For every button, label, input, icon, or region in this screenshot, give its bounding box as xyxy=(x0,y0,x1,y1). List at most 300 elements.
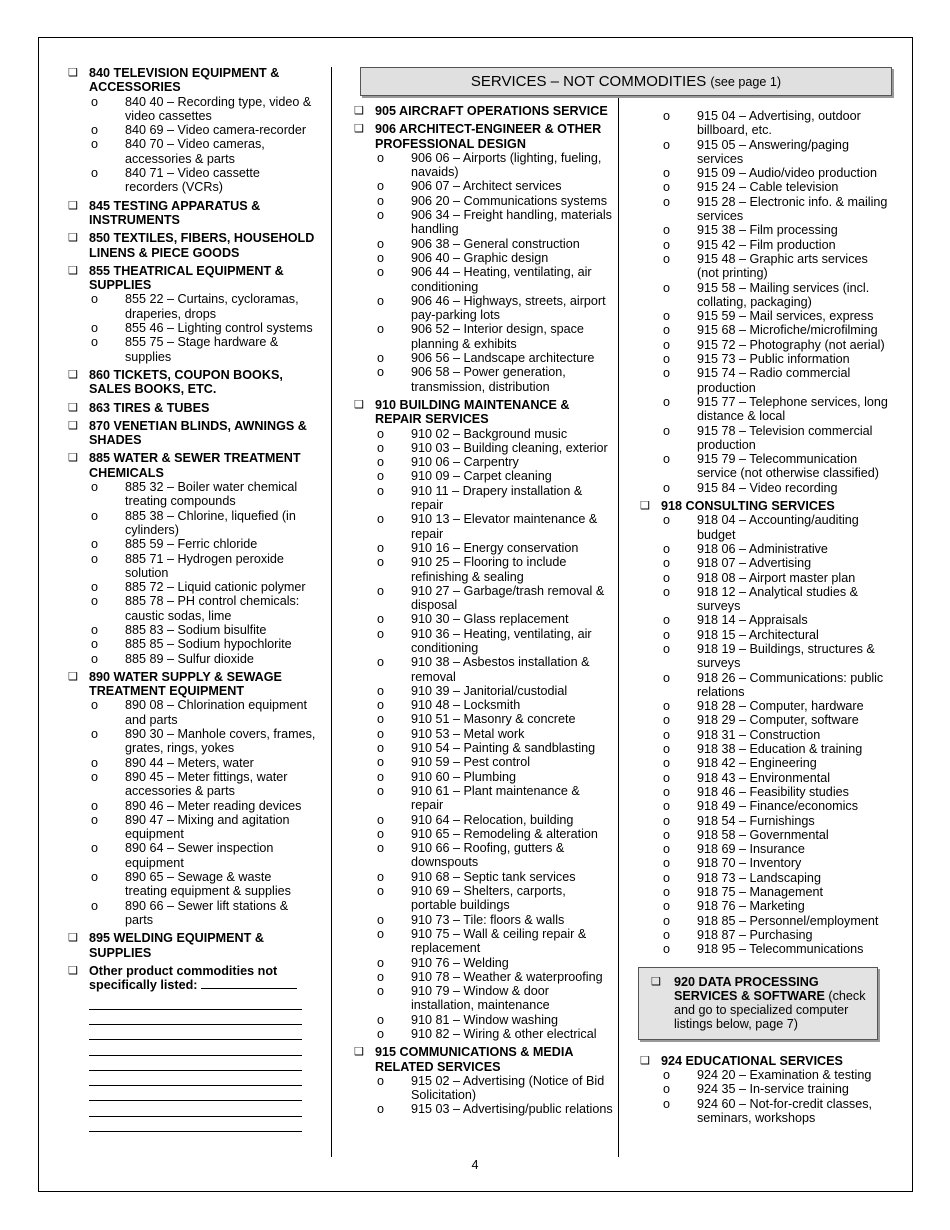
subitem-text: 910 82 – Wiring & other electrical xyxy=(411,1027,597,1041)
subitem xyxy=(661,628,888,642)
bullet-icon: o xyxy=(663,280,671,295)
bullet-icon: o xyxy=(663,742,671,757)
subitem xyxy=(375,469,614,483)
subitem xyxy=(375,441,614,455)
subitem-text: 910 48 – Locksmith xyxy=(411,698,521,713)
subitem-text: 885 38 – Chlorine, liquefied (in cylinders) xyxy=(125,508,296,537)
subitem xyxy=(375,655,614,684)
bullet-icon: o xyxy=(663,641,671,656)
subitem xyxy=(661,814,888,828)
checkbox-icon[interactable]: ❑ xyxy=(68,452,78,465)
group-title: 840 TELEVISION EQUIPMENT & ACCESSORIES xyxy=(89,66,280,95)
bullet-icon: o xyxy=(91,622,99,637)
subitem-text: 915 05 – Answering/paging services xyxy=(697,137,849,166)
checkbox-icon[interactable]: ❑ xyxy=(68,401,78,414)
subitem-text: 855 75 – Stage hardware & supplies xyxy=(125,335,279,364)
write-in-line[interactable] xyxy=(89,1086,302,1101)
bullet-icon: o xyxy=(91,321,99,336)
write-in-line[interactable] xyxy=(89,1117,302,1132)
column-divider-right xyxy=(618,95,619,1157)
subitem-list xyxy=(89,95,316,195)
bullet-icon: o xyxy=(91,551,99,566)
checkbox-icon[interactable]: ❑ xyxy=(68,670,78,683)
subitem xyxy=(661,180,888,194)
subitem-text: 918 26 – Communications: public relations xyxy=(697,670,884,699)
bullet-icon: o xyxy=(91,841,99,856)
subitem xyxy=(661,138,888,167)
bullet-icon: o xyxy=(663,1096,671,1111)
bullet-icon: o xyxy=(377,179,385,194)
subitem-text: 918 08 – Airport master plan xyxy=(697,570,856,585)
subitem xyxy=(375,1102,614,1116)
subitem xyxy=(661,899,888,913)
bullet-icon: o xyxy=(377,365,385,380)
subitem-text: 915 24 – Cable television xyxy=(697,180,839,195)
group-title: 918 CONSULTING SERVICES xyxy=(661,499,835,514)
group-title: 906 ARCHITECT-ENGINEER & OTHER PROFESSIONAL DESIGN xyxy=(375,122,602,151)
subitem xyxy=(661,542,888,556)
subitem-text: 918 42 – Engineering xyxy=(697,756,817,771)
group-title: 845 TESTING APPARATUS & INSTRUMENTS xyxy=(89,198,261,227)
bullet-icon: o xyxy=(663,870,671,885)
subitem-text: 915 02 – Advertising (Notice of Bid Solicitation) xyxy=(411,1073,605,1103)
subitem-text: 890 65 – Sewage & waste treating equipment & supplies xyxy=(125,870,291,899)
write-in-line[interactable] xyxy=(89,1101,302,1116)
bullet-icon: o xyxy=(91,94,99,109)
subitem-text: 910 59 – Pest control xyxy=(411,755,531,770)
subitem-text: 885 89 – Sulfur dioxide xyxy=(125,651,254,666)
subitem-text: 890 45 – Meter fittings, water accessories & parts xyxy=(125,769,288,799)
subitem xyxy=(375,770,614,784)
bullet-icon: o xyxy=(377,208,385,223)
bullet-icon: o xyxy=(377,250,385,265)
subitem xyxy=(375,365,614,394)
subitem-text: 924 20 – Examination & testing xyxy=(697,1068,872,1082)
bullet-icon: o xyxy=(663,480,671,495)
subitem xyxy=(661,338,888,352)
bullet-icon: o xyxy=(377,869,385,884)
subitem xyxy=(661,395,888,424)
subitem xyxy=(661,613,888,627)
subitem-text: 918 95 – Telecommunications xyxy=(697,942,864,957)
bullet-icon: o xyxy=(377,755,385,770)
subitem xyxy=(661,928,888,942)
subitem xyxy=(661,109,888,138)
bullet-icon: o xyxy=(663,613,671,628)
subitem-text: 910 39 – Janitorial/custodial xyxy=(411,683,568,698)
subitem xyxy=(375,194,614,208)
bullet-icon: o xyxy=(377,698,385,713)
subitem-text: 910 76 – Welding xyxy=(411,955,509,970)
subitem xyxy=(375,741,614,755)
bullet-icon: o xyxy=(377,683,385,698)
subitem-text: 915 04 – Advertising, outdoor billboard, etc. xyxy=(697,109,861,138)
services-header xyxy=(360,67,892,96)
bullet-icon: o xyxy=(377,555,385,570)
subitem xyxy=(375,612,614,626)
bullet-icon: o xyxy=(91,537,99,552)
bullet-icon: o xyxy=(377,812,385,827)
subitem-text: 885 78 – PH control chemicals: caustic sodas, lime xyxy=(125,594,300,623)
checkbox-icon[interactable]: ❑ xyxy=(651,975,661,988)
bullet-icon: o xyxy=(663,756,671,771)
bullet-icon: o xyxy=(91,812,99,827)
bullet-icon: o xyxy=(377,726,385,741)
subitem-text: 915 28 – Electronic info. & mailing services xyxy=(697,194,888,224)
bullet-icon: o xyxy=(663,885,671,900)
subitem-text: 918 75 – Management xyxy=(697,885,824,900)
subitem-text: 906 52 – Interior design, space planning & exhibits xyxy=(411,322,584,351)
subitem xyxy=(375,237,614,251)
bullet-icon: o xyxy=(377,955,385,970)
bullet-icon: o xyxy=(663,251,671,266)
subitem xyxy=(89,166,316,195)
data-processing-title: 920 DATA PROCESSING SERVICES & SOFTWARE xyxy=(674,974,825,1003)
subitem-text: 918 87 – Purchasing xyxy=(697,927,813,942)
subitem xyxy=(661,828,888,842)
subitem-text: 915 03 – Advertising/public relations xyxy=(411,1102,613,1117)
subitem xyxy=(89,594,316,623)
write-in-line[interactable] xyxy=(89,1025,302,1040)
subitem-text: 910 75 – Wall & ceiling repair & replacement xyxy=(411,926,587,956)
subitem-text: 890 08 – Chlorination equipment and parts xyxy=(125,698,308,727)
subitem xyxy=(89,335,316,364)
subitem-text: 910 11 – Drapery installation & repair xyxy=(411,483,583,513)
subitem-text: 840 69 – Video camera-recorder xyxy=(125,123,307,138)
subitem-text: 918 70 – Inventory xyxy=(697,856,802,871)
checkbox-icon[interactable]: ❑ xyxy=(354,1046,364,1059)
bullet-icon: o xyxy=(91,727,99,742)
bullet-icon: o xyxy=(663,699,671,714)
bullet-icon: o xyxy=(91,798,99,813)
commodity-group xyxy=(66,231,316,260)
subitem-list xyxy=(89,292,316,363)
checkbox-icon[interactable]: ❑ xyxy=(640,1054,650,1067)
checkbox-icon[interactable]: ❑ xyxy=(68,964,78,977)
subitem xyxy=(375,841,614,870)
subitem-text: 918 38 – Education & training xyxy=(697,742,863,757)
subitem-list-continued xyxy=(638,109,888,495)
subitem-text: 906 20 – Communications systems xyxy=(411,193,607,208)
bullet-icon: o xyxy=(663,223,671,238)
bullet-icon: o xyxy=(377,769,385,784)
subitem xyxy=(375,784,614,813)
checkbox-icon[interactable]: ❑ xyxy=(68,67,78,79)
subitem xyxy=(661,713,888,727)
write-in-line[interactable] xyxy=(89,1010,302,1025)
subitem-text: 910 54 – Painting & sandblasting xyxy=(411,741,596,756)
bullet-icon: o xyxy=(663,584,671,599)
subitem-text: 915 77 – Telephone services, long distance & local xyxy=(697,394,888,424)
bullet-icon: o xyxy=(663,813,671,828)
other-label-text: Other product commodities not specifically listed: xyxy=(89,963,278,993)
write-in-line[interactable] xyxy=(89,994,302,1009)
subitem xyxy=(661,842,888,856)
subitem-list xyxy=(661,1068,888,1125)
subitem xyxy=(89,292,316,321)
subitem xyxy=(375,294,614,323)
subitem xyxy=(375,870,614,884)
subitem-text: 915 84 – Video recording xyxy=(697,480,838,495)
bullet-icon: o xyxy=(377,741,385,756)
bullet-icon: o xyxy=(663,109,671,123)
commodity-group xyxy=(638,499,888,957)
subitem-text: 855 46 – Lighting control systems xyxy=(125,321,313,336)
subitem-text: 910 73 – Tile: floors & walls xyxy=(411,912,565,927)
checkbox-icon[interactable]: ❑ xyxy=(68,932,78,945)
subitem-text: 910 51 – Masonry & concrete xyxy=(411,712,576,727)
subitem-text: 910 81 – Window washing xyxy=(411,1012,559,1027)
commodity-group xyxy=(66,670,316,927)
subitem-text: 918 85 – Personnel/employment xyxy=(697,913,879,928)
bullet-icon: o xyxy=(663,352,671,367)
subitem xyxy=(375,251,614,265)
bullet-icon: o xyxy=(377,841,385,856)
subitem xyxy=(89,698,316,727)
subitem-text: 918 43 – Environmental xyxy=(697,770,831,785)
bullet-icon: o xyxy=(91,166,99,181)
subitem xyxy=(661,309,888,323)
group-title: 915 COMMUNICATIONS & MEDIA RELATED SERVICES xyxy=(375,1045,574,1074)
bullet-icon: o xyxy=(663,927,671,942)
bullet-icon: o xyxy=(377,1012,385,1027)
bullet-icon: o xyxy=(663,842,671,857)
bullet-icon: o xyxy=(91,292,99,307)
subitem-text: 910 53 – Metal work xyxy=(411,726,525,741)
bullet-icon: o xyxy=(663,1082,671,1097)
bullet-icon: o xyxy=(377,712,385,727)
subitem-text: 915 72 – Photography (not aerial) xyxy=(697,337,885,352)
subitem-text: 890 44 – Meters, water xyxy=(125,755,254,770)
checkbox-icon[interactable]: ❑ xyxy=(68,419,78,432)
subitem xyxy=(89,870,316,899)
subitem xyxy=(661,699,888,713)
subitem xyxy=(89,652,316,666)
subitem xyxy=(89,552,316,581)
checkbox-icon[interactable]: ❑ xyxy=(640,500,650,513)
write-in-line[interactable] xyxy=(89,1071,302,1086)
bullet-icon: o xyxy=(377,469,385,484)
write-in-lines xyxy=(89,994,316,1132)
checkbox-icon[interactable]: ❑ xyxy=(68,264,78,277)
group-title: 850 TEXTILES, FIBERS, HOUSEHOLD LINENS & PIECE GOODS xyxy=(89,231,315,260)
subitem-text: 915 09 – Audio/video production xyxy=(697,166,877,181)
subitem-text: 918 14 – Appraisals xyxy=(697,613,808,628)
subitem xyxy=(375,1027,614,1041)
subitem xyxy=(375,755,614,769)
bullet-icon: o xyxy=(377,1027,385,1041)
subitem xyxy=(375,956,614,970)
subitem xyxy=(661,885,888,899)
subitem-text: 910 65 – Remodeling & alteration xyxy=(411,826,598,841)
commodity-group xyxy=(66,264,316,364)
subitem xyxy=(661,166,888,180)
subitem-list xyxy=(375,151,614,394)
subitem-list xyxy=(375,1074,614,1117)
column-2 xyxy=(352,104,614,1121)
write-in-line[interactable] xyxy=(89,1040,302,1055)
bullet-icon: o xyxy=(91,755,99,770)
bullet-icon: o xyxy=(377,351,385,366)
write-in-line[interactable] xyxy=(89,1056,302,1071)
subitem-text: 910 36 – Heating, ventilating, air conditioning xyxy=(411,626,592,655)
group-title: 863 TIRES & TUBES xyxy=(89,400,210,415)
subitem xyxy=(661,556,888,570)
subitem-text: 910 66 – Roofing, gutters & downspouts xyxy=(411,841,565,870)
subitem xyxy=(375,179,614,193)
subitem xyxy=(661,799,888,813)
bullet-icon: o xyxy=(377,426,385,441)
checkbox-icon[interactable]: ❑ xyxy=(354,105,364,117)
bullet-icon: o xyxy=(91,594,99,609)
checkbox-icon[interactable]: ❑ xyxy=(354,123,364,136)
bullet-icon: o xyxy=(377,483,385,498)
subitem-text: 906 58 – Power generation, transmission, distribution xyxy=(411,365,566,394)
subitem-text: 910 64 – Relocation, building xyxy=(411,812,574,827)
subitem xyxy=(89,537,316,551)
subitem-text: 890 46 – Meter reading devices xyxy=(125,798,302,813)
bullet-icon: o xyxy=(663,770,671,785)
subitem-text: 885 83 – Sodium bisulfite xyxy=(125,622,267,637)
bullet-icon: o xyxy=(663,237,671,252)
subitem xyxy=(661,914,888,928)
subitem-list xyxy=(375,427,614,1042)
bullet-icon: o xyxy=(377,926,385,941)
commodity-group xyxy=(66,66,316,195)
subitem xyxy=(89,799,316,813)
subitem-text: 890 64 – Sewer inspection equipment xyxy=(125,841,274,870)
data-processing-note: (check and go to specialized computer listings below, page 7) xyxy=(674,988,866,1032)
bullet-icon: o xyxy=(377,293,385,308)
group-title: 885 WATER & SEWER TREATMENT CHEMICALS xyxy=(89,451,301,480)
subitem-text: 918 29 – Computer, software xyxy=(697,713,859,728)
subitem-text: 910 03 – Building cleaning, exterior xyxy=(411,440,608,455)
subitem xyxy=(661,424,888,453)
subitem xyxy=(375,712,614,726)
subitem-text: 918 46 – Feasibility studies xyxy=(697,784,849,799)
subitem-text: 910 27 – Garbage/trash removal & disposal xyxy=(411,583,605,613)
checkbox-icon[interactable]: ❑ xyxy=(68,232,78,245)
subitem-text: 915 78 – Television commercial production xyxy=(697,423,873,452)
subitem xyxy=(375,151,614,180)
subitem-text: 890 47 – Mixing and agitation equipment xyxy=(125,812,290,842)
bullet-icon: o xyxy=(91,508,99,523)
subitem-text: 910 61 – Plant maintenance & repair xyxy=(411,783,580,813)
subitem xyxy=(661,281,888,310)
subitem xyxy=(661,513,888,542)
subitem xyxy=(661,352,888,366)
subitem-text: 885 85 – Sodium hypochlorite xyxy=(125,637,292,652)
bullet-icon: o xyxy=(663,452,671,467)
subitem xyxy=(375,1013,614,1027)
subitem-text: 915 58 – Mailing services (incl. collating, packaging) xyxy=(697,280,870,309)
bullet-icon: o xyxy=(663,827,671,842)
subitem xyxy=(375,1074,614,1103)
subitem xyxy=(661,785,888,799)
subitem-text: 915 48 – Graphic arts services (not printing) xyxy=(697,251,868,281)
checkbox-icon[interactable]: ❑ xyxy=(68,199,78,212)
subitem xyxy=(661,452,888,481)
subitem xyxy=(661,742,888,756)
subitem-text: 885 72 – Liquid cationic polymer xyxy=(125,580,306,595)
subitem xyxy=(89,321,316,335)
subitem-text: 890 30 – Manhole covers, frames, grates, rings, yokes xyxy=(125,727,316,756)
write-in-field[interactable] xyxy=(201,978,297,989)
subitem xyxy=(661,856,888,870)
subitem-text: 918 31 – Construction xyxy=(697,727,821,742)
subitem-text: 906 46 – Highways, streets, airport pay-parking lots xyxy=(411,293,606,323)
subitem xyxy=(375,727,614,741)
subitem xyxy=(89,480,316,509)
data-processing-box xyxy=(638,967,878,1040)
bullet-icon: o xyxy=(663,913,671,928)
bullet-icon: o xyxy=(377,826,385,841)
subitem xyxy=(661,585,888,614)
subitem xyxy=(661,252,888,281)
bullet-icon: o xyxy=(377,655,385,670)
commodity-group xyxy=(352,104,614,118)
subitem-text: 918 04 – Accounting/auditing budget xyxy=(697,513,859,542)
subitem xyxy=(375,484,614,513)
subitem-text: 910 25 – Flooring to include refinishing & sealing xyxy=(411,555,567,584)
subitem-text: 918 12 – Analytical studies & surveys xyxy=(697,584,859,614)
commodity-group xyxy=(352,398,614,1041)
subitem xyxy=(375,265,614,294)
bullet-icon: o xyxy=(91,137,99,152)
subitem xyxy=(375,684,614,698)
bullet-icon: o xyxy=(663,570,671,585)
column-1 xyxy=(66,66,316,1136)
subitem-text: 918 19 – Buildings, structures & surveys xyxy=(697,641,875,671)
subitem xyxy=(375,541,614,555)
subitem-text: 855 22 – Curtains, cycloramas, draperies, drops xyxy=(125,292,299,321)
subitem-text: 924 35 – In-service training xyxy=(697,1082,849,1097)
subitem-text: 906 40 – Graphic design xyxy=(411,250,549,265)
subitem-text: 910 16 – Energy conservation xyxy=(411,540,579,555)
commodity-group xyxy=(66,199,316,228)
checkbox-icon[interactable]: ❑ xyxy=(68,368,78,381)
subitem-text: 910 78 – Weather & waterproofing xyxy=(411,969,603,984)
other-commodities-label xyxy=(89,964,316,993)
subitem-text: 840 71 – Video cassette recorders (VCRs) xyxy=(125,166,260,195)
subitem-text: 918 73 – Landscaping xyxy=(697,870,821,885)
subitem xyxy=(661,642,888,671)
bullet-icon: o xyxy=(663,670,671,685)
subitem xyxy=(375,698,614,712)
subitem-text: 906 07 – Architect services xyxy=(411,179,562,194)
other-commodities xyxy=(66,964,316,1132)
subitem-text: 915 42 – Film production xyxy=(697,237,836,252)
bullet-icon: o xyxy=(663,513,671,528)
bullet-icon: o xyxy=(91,580,99,595)
bullet-icon: o xyxy=(377,265,385,280)
subitem-list xyxy=(661,513,888,956)
bullet-icon: o xyxy=(377,969,385,984)
checkbox-icon[interactable]: ❑ xyxy=(354,398,364,411)
subitem-list xyxy=(89,480,316,666)
page-number: 4 xyxy=(471,1158,479,1172)
subitem-text: 918 58 – Governmental xyxy=(697,827,829,842)
bullet-icon: o xyxy=(663,366,671,381)
commodity-group xyxy=(66,451,316,665)
bullet-icon: o xyxy=(377,236,385,251)
bullet-icon: o xyxy=(91,637,99,652)
subitem xyxy=(375,455,614,469)
subitem-text: 910 06 – Carpentry xyxy=(411,455,519,470)
bullet-icon: o xyxy=(663,541,671,556)
subitem-text: 890 66 – Sewer lift stations & parts xyxy=(125,898,289,927)
bullet-icon: o xyxy=(91,651,99,666)
